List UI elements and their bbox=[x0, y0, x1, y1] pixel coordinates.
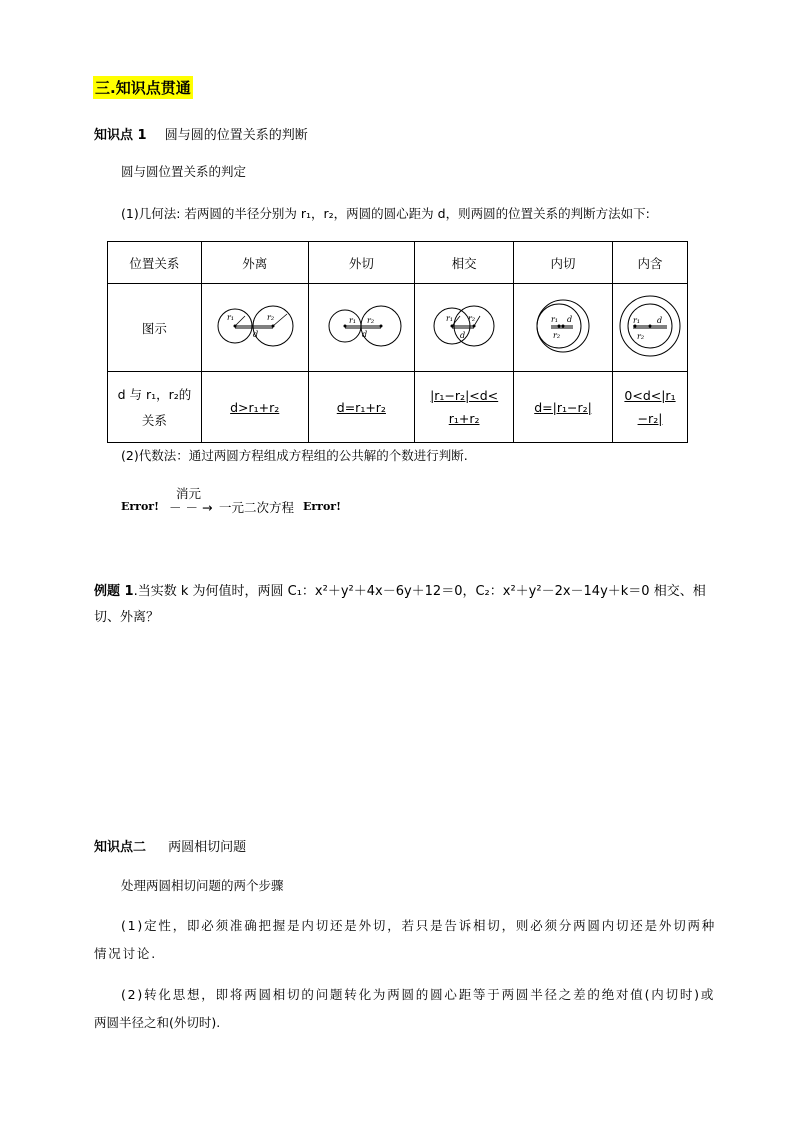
kp1-method1: (1)几何法: 若两圆的半径分别为 r₁，r₂，两圆的圆心距为 d，则两圆的位置关系的判断方法如下: bbox=[121, 206, 650, 221]
kp1-heading bbox=[94, 124, 308, 143]
intersecting-figure bbox=[416, 296, 512, 356]
table-header-cell: 相交 bbox=[415, 242, 514, 284]
example1 bbox=[94, 579, 714, 631]
label-r1: r₁ bbox=[551, 315, 559, 324]
condition-text: 0<d<|r₁ bbox=[624, 388, 676, 403]
table-condition-row bbox=[108, 372, 688, 443]
diagram-separate bbox=[201, 284, 308, 372]
condition-text-cont: r₁+r₂ bbox=[448, 411, 480, 426]
table-header-cell: 内含 bbox=[613, 242, 688, 284]
label-r2: r₂ bbox=[367, 316, 375, 325]
label-d: d bbox=[362, 330, 368, 339]
condition-text: d=r₁+r₂ bbox=[336, 399, 386, 415]
kp1-label: 知识点 1 bbox=[94, 128, 147, 143]
diagram-intersecting bbox=[415, 284, 514, 372]
section-header: 三.知识点贯通 bbox=[93, 76, 193, 99]
kp2-title: 两圆相切问题 bbox=[168, 840, 247, 855]
label-d: d bbox=[657, 316, 663, 325]
label-r1: r₁ bbox=[349, 316, 357, 325]
condition-text: d>r₁+r₂ bbox=[230, 399, 280, 415]
condition-text: d=|r₁−r₂| bbox=[534, 399, 592, 415]
label-d: d bbox=[567, 315, 573, 324]
condition-separate bbox=[201, 372, 308, 443]
table-header-cell: 位置关系 bbox=[108, 242, 202, 284]
condition-text: |r₁−r₂|<d< bbox=[430, 388, 499, 403]
kp1-subtitle: 圆与圆位置关系的判定 bbox=[121, 164, 247, 179]
kp2-subtitle: 处理两圆相切问题的两个步骤 bbox=[121, 878, 284, 893]
kp2-label: 知识点二 bbox=[94, 840, 147, 855]
kp2-step1-line1: (1)定性，即必须准确把握是内切还是外切，若只是告诉相切，则必须分两圆内切还是外切两种 bbox=[121, 918, 717, 933]
condition-intersecting bbox=[415, 372, 514, 443]
condition-row-label bbox=[108, 372, 202, 443]
diagram-row-label: 图示 bbox=[108, 284, 202, 372]
condition-external-tangent bbox=[308, 372, 415, 443]
label-r1: r₁ bbox=[633, 316, 641, 325]
kp2-heading bbox=[94, 836, 246, 855]
separate-circles-figure bbox=[205, 296, 305, 356]
label-r1: r₁ bbox=[446, 314, 454, 323]
diagram-contained bbox=[613, 284, 688, 372]
arrow-icon: － － → bbox=[169, 500, 213, 515]
kp2-step2-line2: 两圆半径之和(外切时). bbox=[94, 1015, 221, 1030]
label-r2: r₂ bbox=[553, 331, 561, 340]
table-header-row bbox=[108, 242, 688, 284]
condition-internal-tangent bbox=[514, 372, 613, 443]
error-right: Error! bbox=[303, 500, 341, 513]
arrow-label: 消元 bbox=[176, 486, 202, 501]
kp1-method2: (2)代数法：通过两圆方程组成方程组的公共解的个数进行判断. bbox=[121, 448, 468, 463]
example1-label: 例题 1 bbox=[94, 584, 134, 599]
table-header-cell: 外切 bbox=[308, 242, 415, 284]
condition-text-cont: −r₂| bbox=[637, 411, 663, 426]
example1-text1: .当实数 k 为何值时，两圆 C₁：x²＋y²＋4x－6y＋12＝0，C₂：x²＋y²－2x－14y＋k＝0 相交、相 bbox=[133, 584, 706, 599]
table-header-cell: 外离 bbox=[201, 242, 308, 284]
error-left: Error! bbox=[121, 500, 159, 513]
label-r2: r₂ bbox=[266, 313, 274, 322]
condition-row-label-line2: 关系 bbox=[141, 413, 167, 428]
diagram-internal-tangent bbox=[514, 284, 613, 372]
flow-result: 一元二次方程 bbox=[219, 500, 295, 515]
condition-row-label-line1: d 与 r₁，r₂的 bbox=[117, 387, 192, 402]
kp2-step1-line2: 情况讨论. bbox=[94, 946, 157, 961]
position-relation-table bbox=[107, 241, 688, 443]
table-diagram-row bbox=[108, 284, 688, 372]
elimination-flow bbox=[121, 484, 421, 520]
diagram-external-tangent bbox=[308, 284, 415, 372]
label-r2: r₂ bbox=[468, 314, 476, 323]
external-tangent-figure bbox=[311, 296, 411, 356]
label-r1: r₁ bbox=[226, 313, 234, 322]
example1-line2: 切、外离？ bbox=[94, 610, 160, 625]
contained-figure bbox=[613, 293, 687, 359]
label-d: d bbox=[252, 330, 258, 339]
example1-line1 bbox=[94, 579, 714, 605]
label-r2: r₂ bbox=[637, 332, 645, 341]
condition-contained bbox=[613, 372, 688, 443]
internal-tangent-figure bbox=[515, 294, 611, 358]
kp1-title: 圆与圆的位置关系的判断 bbox=[164, 128, 308, 143]
table-header-cell: 内切 bbox=[514, 242, 613, 284]
label-d: d bbox=[460, 331, 466, 340]
kp2-step2-line1: (2)转化思想，即将两圆相切的问题转化为两圆的圆心距等于两圆半径之差的绝对值(内切时)或 bbox=[121, 987, 716, 1002]
